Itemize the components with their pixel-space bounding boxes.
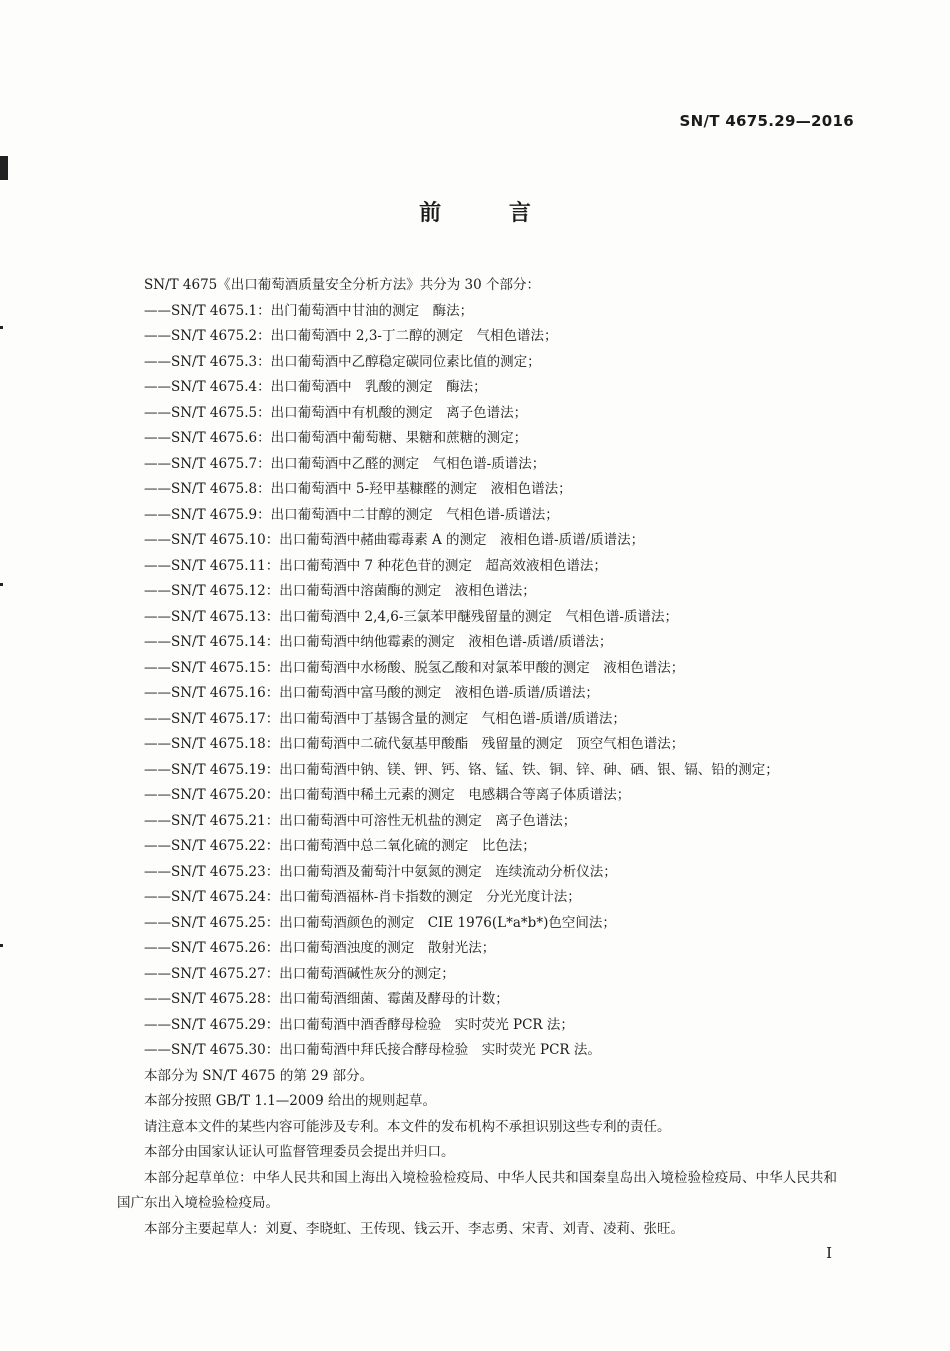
list-item: ——SN/T 4675.10：出口葡萄酒中赭曲霉毒素 A 的测定 液相色谱-质谱/质谱法； <box>144 532 645 548</box>
list-item: ——SN/T 4675.29：出口葡萄酒中酒香酵母检验 实时荧光 PCR 法； <box>144 1016 574 1033</box>
list-item: ——SN/T 4675.23：出口葡萄酒及葡萄汁中氨氮的测定 连续流动分析仪法； <box>144 863 617 880</box>
foreword-body <box>117 273 837 1242</box>
list-item: ——SN/T 4675.26：出口葡萄酒浊度的测定 散射光法； <box>144 940 496 956</box>
list-item: ——SN/T 4675.20：出口葡萄酒中稀土元素的测定 电感耦合等离子体质谱法； <box>144 787 631 803</box>
list-item: ——SN/T 4675.5：出口葡萄酒中有机酸的测定 离子色谱法； <box>144 404 528 421</box>
list-item: ——SN/T 4675.24：出口葡萄酒福林-肖卡指数的测定 分光光度计法； <box>144 889 581 905</box>
list-item: ——SN/T 4675.2：出口葡萄酒中 2,3-丁二醇的测定 气相色谱法； <box>144 328 558 344</box>
list-item: ——SN/T 4675.28：出口葡萄酒细菌、霉菌及酵母的计数； <box>144 991 509 1007</box>
list-item: ——SN/T 4675.15：出口葡萄酒中水杨酸、脱氢乙酸和对氯苯甲酸的测定 液相色谱法； <box>144 659 685 676</box>
drafting-units: 本部分起草单位：中华人民共和国上海出入境检验检疫局、中华人民共和国秦皇岛出入境检验检疫局、中华人民共和国广东出入境检验检疫局。 <box>117 1169 837 1211</box>
scan-edge-mark <box>0 944 3 947</box>
patent-notice: 请注意本文件的某些内容可能涉及专利。本文件的发布机构不承担识别这些专利的责任。 <box>144 1118 671 1135</box>
list-item: ——SN/T 4675.7：出口葡萄酒中乙醛的测定 气相色谱-质谱法； <box>144 455 546 472</box>
document-number: SN/T 4675.29—2016 <box>679 112 854 130</box>
list-item: ——SN/T 4675.18：出口葡萄酒中二硫代氨基甲酸酯 残留量的测定 顶空气相色谱法； <box>144 736 685 752</box>
drafting-rules-statement: 本部分按照 GB/T 1.1—2009 给出的规则起草。 <box>144 1093 436 1109</box>
list-item: ——SN/T 4675.17：出口葡萄酒中丁基锡含量的测定 气相色谱-质谱/质谱法； <box>144 710 626 727</box>
list-item: ——SN/T 4675.8：出口葡萄酒中 5-羟甲基糠醛的测定 液相色谱法； <box>144 481 572 497</box>
proposer-statement: 本部分由国家认证认可监督管理委员会提出并归口。 <box>144 1144 455 1160</box>
page-number: I <box>826 1244 832 1262</box>
list-item: ——SN/T 4675.21：出口葡萄酒中可溶性无机盐的测定 离子色谱法； <box>144 812 577 829</box>
list-item: ——SN/T 4675.30：出口葡萄酒中拜氏接合酵母检验 实时荧光 PCR 法。 <box>144 1042 601 1058</box>
list-item: ——SN/T 4675.3：出口葡萄酒中乙醇稳定碳同位素比值的测定； <box>144 353 541 370</box>
scan-edge-mark <box>0 326 3 329</box>
list-item: ——SN/T 4675.22：出口葡萄酒中总二氧化硫的测定 比色法； <box>144 838 536 854</box>
list-item: ——SN/T 4675.14：出口葡萄酒中纳他霉素的测定 液相色谱-质谱/质谱法； <box>144 634 613 650</box>
list-item: ——SN/T 4675.12：出口葡萄酒中溶菌酶的测定 液相色谱法； <box>144 583 536 599</box>
scan-edge-mark <box>0 583 3 586</box>
list-item: ——SN/T 4675.11：出口葡萄酒中 7 种花色苷的测定 超高效液相色谱法； <box>144 557 607 574</box>
list-item: ——SN/T 4675.13：出口葡萄酒中 2,4,6-三氯苯甲醚残留量的测定 气相色谱-质谱法； <box>144 608 678 625</box>
list-item: ——SN/T 4675.6：出口葡萄酒中葡萄糖、果糖和蔗糖的测定； <box>144 430 528 446</box>
list-item: ——SN/T 4675.19：出口葡萄酒中钠、镁、钾、钙、铬、锰、铁、铜、锌、砷、硒、银、镉、铅的测定； <box>144 761 779 778</box>
page-title: 前 言 <box>419 201 561 226</box>
parts-list <box>117 299 837 1064</box>
scan-edge-mark <box>0 156 8 180</box>
list-item: ——SN/T 4675.9：出口葡萄酒中二甘醇的测定 气相色谱-质谱法； <box>144 506 559 523</box>
intro-paragraph: SN/T 4675《出口葡萄酒质量安全分析方法》共分为 30 个部分： <box>144 277 541 293</box>
list-item: ——SN/T 4675.16：出口葡萄酒中富马酸的测定 液相色谱-质谱/质谱法； <box>144 685 599 701</box>
list-item: ——SN/T 4675.1：出门葡萄酒中甘油的测定 酶法； <box>144 302 474 319</box>
list-item: ——SN/T 4675.4：出口葡萄酒中 乳酸的测定 酶法； <box>144 379 487 395</box>
list-item: ——SN/T 4675.25：出口葡萄酒颜色的测定 CIE 1976(L*a*b*)色空间法； <box>144 914 616 931</box>
main-drafters: 本部分主要起草人：刘夏、李晓虹、王传现、钱云开、李志勇、宋青、刘青、凌莉、张旺。 <box>144 1220 684 1237</box>
list-item: ——SN/T 4675.27：出口葡萄酒碱性灰分的测定； <box>144 965 455 982</box>
part-statement: 本部分为 SN/T 4675 的第 29 部分。 <box>144 1067 374 1084</box>
